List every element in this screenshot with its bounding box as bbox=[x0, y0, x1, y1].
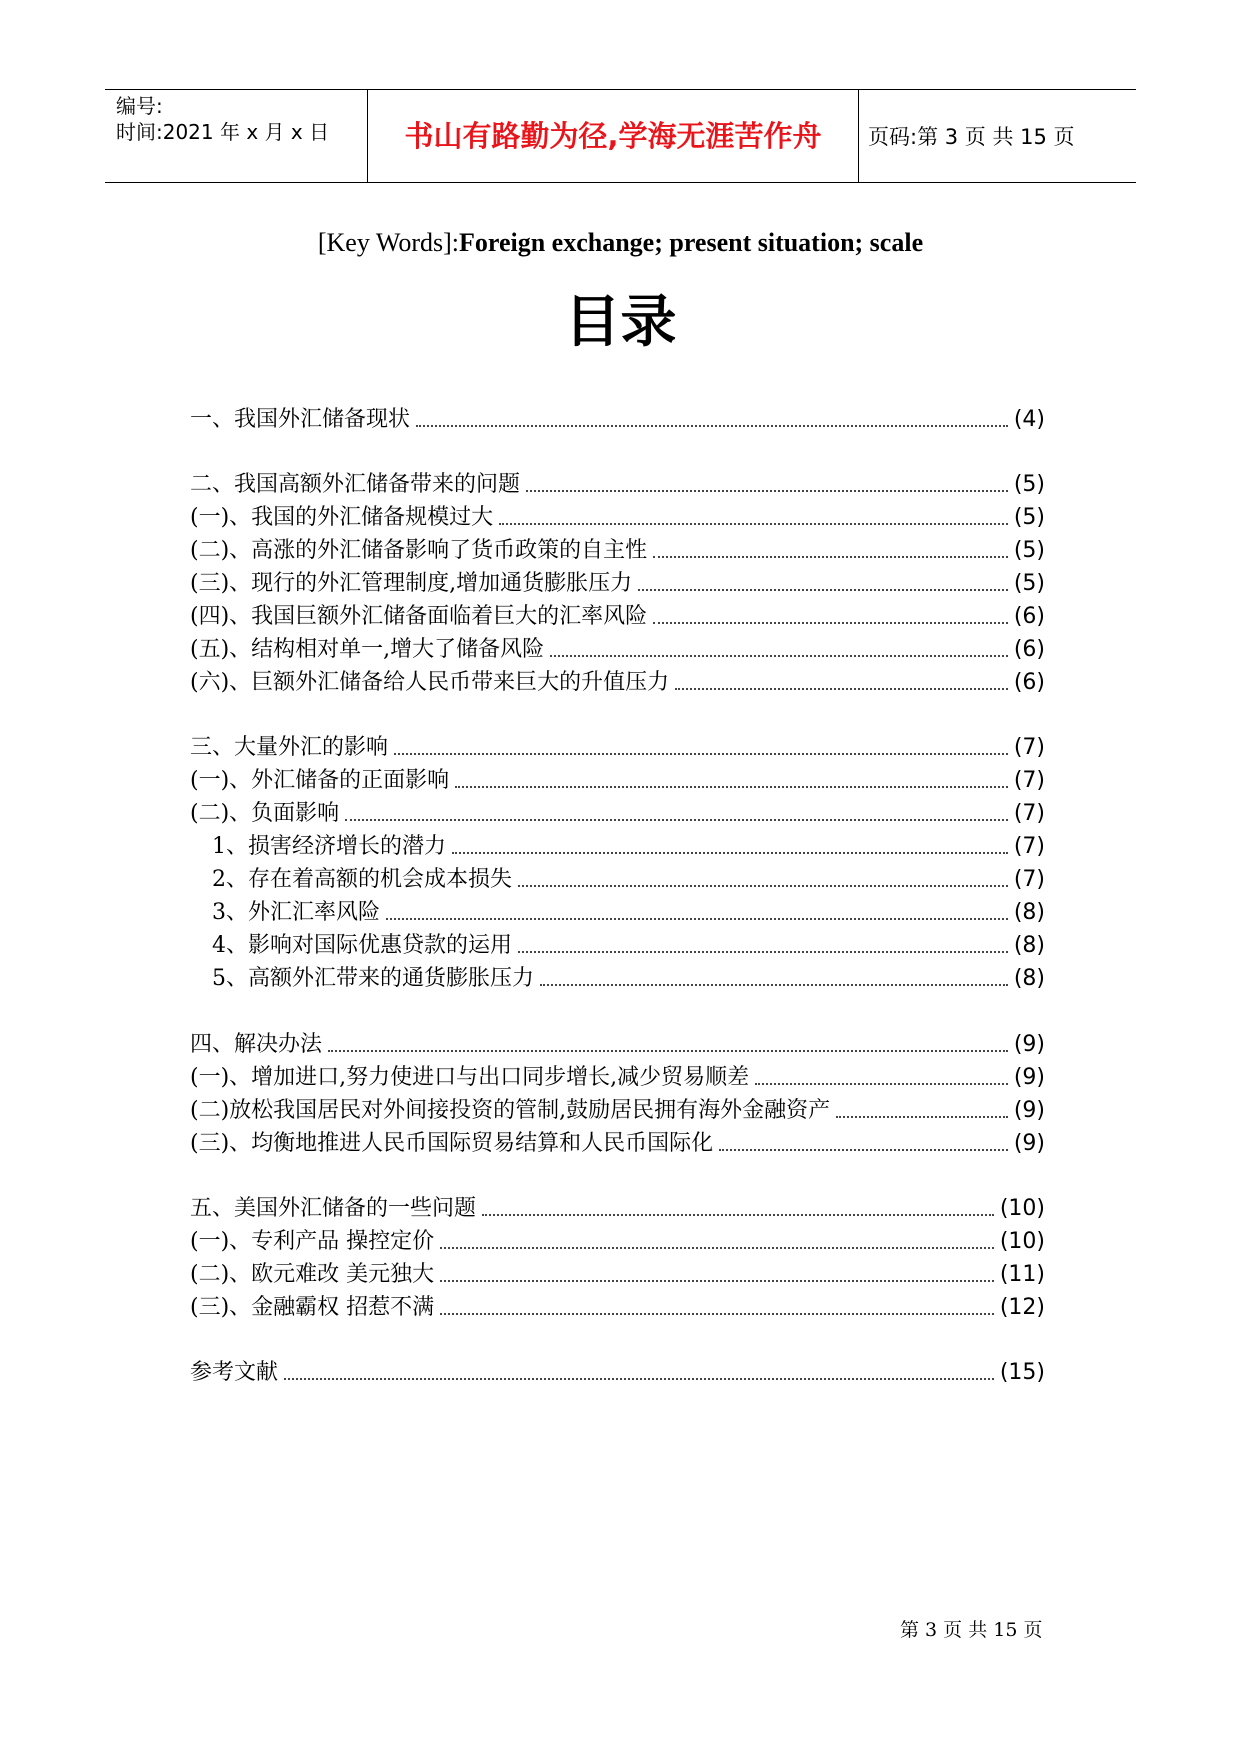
toc-entry-page: (7) bbox=[1013, 834, 1045, 859]
toc-entry-page: (4) bbox=[1013, 407, 1045, 432]
toc-entry-page: (12) bbox=[999, 1295, 1045, 1320]
keywords-line bbox=[0, 226, 1241, 260]
toc-entry-label: (三)、金融霸权 招惹不满 bbox=[190, 1295, 435, 1320]
toc-entry-page: (5) bbox=[1013, 538, 1045, 563]
toc-leader-dots bbox=[440, 1247, 994, 1249]
toc-entry-page: (7) bbox=[1013, 735, 1045, 760]
toc-entry-label: (一)、外汇储备的正面影响 bbox=[190, 768, 450, 793]
toc-leader-dots bbox=[518, 951, 1008, 953]
toc-leader-dots bbox=[638, 589, 1008, 591]
toc-entry[interactable] bbox=[212, 961, 1045, 994]
toc-entry-page: (9) bbox=[1013, 1032, 1045, 1057]
toc-entry[interactable] bbox=[190, 500, 1045, 533]
toc-entry-page: (5) bbox=[1013, 571, 1045, 596]
toc-leader-dots bbox=[284, 1378, 994, 1380]
toc-entry-label: (一)、专利产品 操控定价 bbox=[190, 1229, 435, 1254]
toc-entry-page: (6) bbox=[1013, 670, 1045, 695]
toc-entry-label: 5、高额外汇带来的通货膨胀压力 bbox=[212, 966, 534, 991]
toc-entry-label: (三)、现行的外汇管理制度,增加通货膨胀压力 bbox=[190, 571, 633, 596]
toc-entry[interactable] bbox=[190, 566, 1045, 599]
header-motto: 书山有路勤为径,学海无涯苦作舟 bbox=[404, 119, 822, 153]
toc-entry[interactable] bbox=[190, 1027, 1045, 1060]
toc-entry-page: (10) bbox=[999, 1196, 1045, 1221]
toc-leader-dots bbox=[440, 1313, 994, 1315]
header-motto-cell bbox=[367, 90, 859, 182]
header-page-info: 页码:第 3 页 共 15 页 bbox=[868, 125, 1075, 149]
toc-entry[interactable] bbox=[190, 599, 1045, 632]
page-header bbox=[105, 89, 1136, 183]
toc-leader-dots bbox=[394, 753, 1008, 755]
toc-entry[interactable] bbox=[190, 632, 1045, 665]
toc-leader-dots bbox=[526, 490, 1008, 492]
toc-entry-page: (9) bbox=[1013, 1065, 1045, 1090]
toc-entry-page: (15) bbox=[999, 1360, 1045, 1385]
toc-entry[interactable] bbox=[190, 1191, 1045, 1224]
toc-entry-label: 二、我国高额外汇储备带来的问题 bbox=[190, 472, 521, 497]
toc-entry-label: 四、解决办法 bbox=[190, 1032, 323, 1057]
document-time-label: 时间:2021 年 x 月 x 日 bbox=[116, 120, 330, 144]
toc-entry-label: 1、损害经济增长的潜力 bbox=[212, 834, 446, 859]
toc-entry[interactable] bbox=[190, 1290, 1045, 1323]
toc-entry-page: (6) bbox=[1013, 604, 1045, 629]
toc-leader-dots bbox=[482, 1214, 994, 1216]
toc-leader-dots bbox=[328, 1050, 1008, 1052]
toc-entry[interactable] bbox=[190, 1257, 1045, 1290]
toc-entry-label: 2、存在着高额的机会成本损失 bbox=[212, 867, 512, 892]
toc-leader-dots bbox=[755, 1083, 1008, 1085]
toc-entry[interactable] bbox=[212, 862, 1045, 895]
toc-entry-label: (二)、欧元难改 美元独大 bbox=[190, 1262, 435, 1287]
header-left-cell bbox=[105, 90, 367, 182]
toc-entry[interactable] bbox=[212, 928, 1045, 961]
header-page-cell bbox=[857, 90, 1136, 182]
toc-entry-page: (7) bbox=[1013, 867, 1045, 892]
toc-entry[interactable] bbox=[190, 796, 1045, 829]
toc-entry-label: (一)、我国的外汇储备规模过大 bbox=[190, 505, 494, 530]
toc-entry-label: 4、影响对国际优惠贷款的运用 bbox=[212, 933, 512, 958]
toc-entry-label: 参考文献 bbox=[190, 1360, 279, 1385]
toc-entry[interactable] bbox=[190, 665, 1045, 698]
toc-leader-dots bbox=[499, 523, 1008, 525]
toc-leader-dots bbox=[540, 984, 1008, 986]
toc-entry[interactable] bbox=[190, 1126, 1045, 1159]
toc-entry-page: (8) bbox=[1013, 900, 1045, 925]
toc-entry[interactable] bbox=[190, 730, 1045, 763]
toc-entry-label: (五)、结构相对单一,增大了储备风险 bbox=[190, 637, 545, 662]
toc-entry-page: (11) bbox=[999, 1262, 1045, 1287]
toc-entry[interactable] bbox=[212, 829, 1045, 862]
toc-entry-page: (5) bbox=[1013, 472, 1045, 497]
toc-entry-label: 一、我国外汇储备现状 bbox=[190, 407, 411, 432]
toc-leader-dots bbox=[440, 1280, 994, 1282]
keywords-label: [Key Words]: bbox=[317, 228, 459, 257]
toc-entry[interactable] bbox=[190, 1093, 1045, 1126]
toc-leader-dots bbox=[653, 556, 1008, 558]
toc-entry-page: (9) bbox=[1013, 1098, 1045, 1123]
toc-leader-dots bbox=[455, 786, 1008, 788]
toc-entry-page: (7) bbox=[1013, 801, 1045, 826]
toc-entry-page: (8) bbox=[1013, 966, 1045, 991]
toc-leader-dots bbox=[836, 1116, 1008, 1118]
page-footer: 第 3 页 共 15 页 bbox=[900, 1619, 1043, 1641]
toc-entry[interactable] bbox=[190, 1355, 1045, 1388]
toc-entry[interactable] bbox=[190, 533, 1045, 566]
toc-entry-label: 三、大量外汇的影响 bbox=[190, 735, 389, 760]
toc-entry-label: 五、美国外汇储备的一些问题 bbox=[190, 1196, 477, 1221]
toc-leader-dots bbox=[518, 885, 1008, 887]
toc-title: 目录 bbox=[564, 290, 677, 355]
toc-entry-label: (三)、均衡地推进人民币国际贸易结算和人民币国际化 bbox=[190, 1131, 714, 1156]
toc-entry-page: (6) bbox=[1013, 637, 1045, 662]
toc-entry-page: (5) bbox=[1013, 505, 1045, 530]
toc-entry-label: (二)、高涨的外汇储备影响了货币政策的自主性 bbox=[190, 538, 648, 563]
toc-leader-dots bbox=[719, 1149, 1008, 1151]
toc-entry-page: (8) bbox=[1013, 933, 1045, 958]
toc-leader-dots bbox=[416, 425, 1008, 427]
toc-entry-page: (10) bbox=[999, 1229, 1045, 1254]
toc-leader-dots bbox=[452, 852, 1008, 854]
keywords-text: Foreign exchange; present situation; scale bbox=[459, 228, 924, 257]
toc-entry[interactable] bbox=[190, 1224, 1045, 1257]
toc-entry[interactable] bbox=[190, 1060, 1045, 1093]
toc-entry-label: (一)、增加进口,努力使进口与出口同步增长,减少贸易顺差 bbox=[190, 1065, 750, 1090]
toc-entry-label: (二)、负面影响 bbox=[190, 801, 340, 826]
toc-leader-dots bbox=[345, 819, 1008, 821]
toc-leader-dots bbox=[386, 918, 1008, 920]
toc-leader-dots bbox=[675, 688, 1008, 690]
toc-leader-dots bbox=[653, 622, 1008, 624]
toc-entry-page: (7) bbox=[1013, 768, 1045, 793]
toc-entry[interactable] bbox=[212, 895, 1045, 928]
toc-entry[interactable] bbox=[190, 402, 1045, 435]
toc-entry-label: (四)、我国巨额外汇储备面临着巨大的汇率风险 bbox=[190, 604, 648, 629]
toc-entry-label: (二)放松我国居民对外间接投资的管制,鼓励居民拥有海外金融资产 bbox=[190, 1098, 831, 1123]
toc-entry-page: (9) bbox=[1013, 1131, 1045, 1156]
toc-leader-dots bbox=[550, 655, 1008, 657]
toc-entry[interactable] bbox=[190, 763, 1045, 796]
document-number-label: 编号: bbox=[116, 94, 163, 118]
toc-entry-label: 3、外汇汇率风险 bbox=[212, 900, 380, 925]
toc-entry[interactable] bbox=[190, 467, 1045, 500]
toc-entry-label: (六)、巨额外汇储备给人民币带来巨大的升值压力 bbox=[190, 670, 670, 695]
